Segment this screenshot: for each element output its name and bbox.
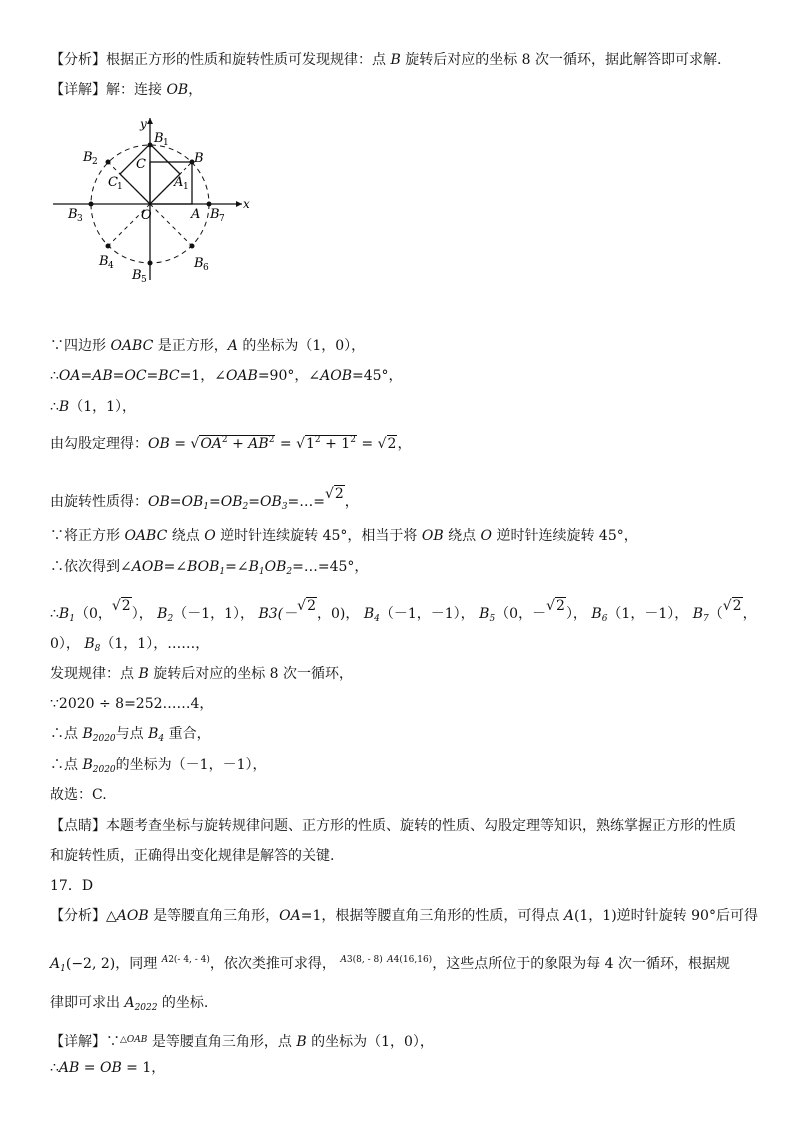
sqrt-expression-1: $√OA^2 + AB^2$ — [190, 435, 275, 452]
text: ∴点 — [50, 726, 83, 742]
text: =…= — [287, 494, 325, 510]
radius-ob6 — [150, 204, 192, 246]
text: 旋转后对应的坐标 8 次一循环， — [148, 666, 354, 682]
text: ，这些点所位于的象限为每 4 次一循环，根据规 — [432, 956, 731, 972]
var: OAB — [126, 1035, 148, 1045]
var: A — [563, 908, 574, 924]
subscript: 3 — [346, 955, 353, 965]
var: OA=AB=OC=BC — [58, 368, 180, 384]
var: B — [148, 726, 159, 742]
var: AOB — [116, 908, 149, 924]
var: AB — [248, 436, 269, 452]
text: =…=45°， — [292, 559, 369, 575]
text: △ — [120, 1035, 127, 1045]
label-b1-sub: 1 — [163, 138, 169, 148]
text: 本题考查坐标与旋转规律问题、正方形的性质、旋转的性质、勾股定理等知识，熟练掌握正方形的性质 — [106, 818, 736, 834]
subscript: 1 — [69, 614, 75, 624]
comment-tag: 【点睛】 — [50, 818, 106, 834]
subscript: 2020 — [92, 765, 116, 775]
text: 解：连接 — [106, 82, 167, 98]
var: B — [692, 606, 703, 622]
var-ob: OB — [166, 82, 189, 98]
var: B — [363, 606, 375, 622]
x-axis-arrow — [236, 201, 242, 207]
var: OB — [421, 528, 444, 544]
point-a3: (8, - 8) — [352, 955, 383, 965]
text: ∵2020 ÷ 8=252……4， — [50, 696, 214, 712]
rotation-figure — [50, 110, 260, 290]
subscript: 6 — [601, 614, 608, 624]
radicand: 2 — [334, 486, 344, 502]
solution-line-11 — [50, 694, 213, 714]
exponent: 2 — [350, 435, 356, 445]
text: ）， — [131, 606, 153, 622]
text: 由勾股定理得： — [50, 436, 148, 452]
text: △ — [106, 908, 117, 924]
subscript: 4 — [374, 614, 380, 624]
text: ∴ — [50, 1060, 59, 1076]
solution-line-coordinates — [50, 596, 757, 629]
exponent: 2 — [221, 435, 228, 445]
var: B — [248, 559, 259, 575]
var: OB — [264, 559, 287, 575]
y-axis-arrow — [147, 118, 153, 124]
var: B — [591, 606, 602, 622]
var: B — [157, 606, 168, 622]
var: O — [204, 528, 216, 544]
subscript: 1 — [60, 964, 66, 974]
text: =1，∠ — [179, 368, 226, 384]
text: 旋转后对应的坐标 8 次一循环，据此解答即可求解. — [400, 52, 722, 68]
solution-line-14 — [50, 785, 107, 805]
text: ∴点 — [50, 757, 83, 773]
comment-line-2 — [50, 846, 334, 866]
solution-line-9 — [50, 634, 209, 659]
point-b5 — [148, 261, 153, 266]
subscript: 2 — [168, 955, 174, 965]
label-b2: B — [83, 150, 93, 165]
var: OA — [279, 908, 301, 924]
var: B — [82, 757, 93, 773]
var: A — [161, 955, 169, 965]
label-b4: B — [99, 254, 109, 269]
solution-line-1 — [50, 336, 365, 356]
text: 是等腰直角三角形， — [148, 908, 280, 924]
var: OABC — [110, 338, 154, 354]
detail-tag: 【详解】 — [50, 82, 106, 98]
text: 0）， — [50, 636, 85, 652]
text: = — [169, 436, 191, 452]
sqrt-2: √2 — [111, 598, 131, 614]
solution-line-13 — [50, 755, 266, 780]
exponent: 2 — [314, 435, 321, 445]
subscript: 2 — [242, 502, 249, 512]
text: （0， — [74, 606, 112, 622]
analysis-tag: 【分析】 — [50, 908, 106, 924]
label-b7-sub: 7 — [219, 214, 225, 224]
subscript: 2 — [167, 614, 174, 624]
text: ∵ — [106, 1034, 120, 1050]
sqrt-2: √2 — [722, 598, 742, 614]
label-b7: B — [210, 207, 220, 222]
var: A — [124, 995, 135, 1011]
point-b2 — [106, 160, 111, 165]
point-a3-wrap — [340, 955, 382, 965]
var: OB — [148, 436, 170, 452]
radicand: 2 — [387, 436, 397, 452]
text: ，同理 — [115, 956, 162, 972]
text: 是等腰直角三角形，点 — [147, 1034, 297, 1050]
exponent: 2 — [268, 435, 275, 445]
var-b: B — [390, 52, 401, 68]
solution-line-2 — [50, 366, 403, 386]
text: 根据正方形的性质和旋转性质可发现规律：点 — [106, 52, 391, 68]
subscript: 7 — [703, 614, 709, 624]
text: 1 — [341, 436, 351, 452]
var: B — [479, 606, 490, 622]
detail-paragraph — [50, 80, 202, 100]
text: ，0)， — [317, 606, 360, 622]
text: 绕点 — [443, 528, 481, 544]
text: （1，1）， — [69, 399, 137, 415]
subscript: 1 — [258, 567, 265, 577]
text: ）， — [565, 606, 587, 622]
text: （－1，－1）， — [379, 606, 475, 622]
analysis2-line-1 — [50, 906, 758, 926]
var: OA — [200, 436, 222, 452]
text: （0，－ — [495, 606, 547, 622]
text: ∵将正方形 — [50, 528, 125, 544]
text: 逆时针连续旋转 45°，相当于将 — [215, 528, 422, 544]
text: 与点 — [115, 726, 149, 742]
subscript: 1 — [219, 567, 226, 577]
detail-tag: 【详解】 — [50, 1034, 106, 1050]
text: =1，根据等腰直角三角形的性质，可得点 — [300, 908, 564, 924]
text: = — [361, 436, 378, 452]
text: 的坐标为（1，0）， — [237, 338, 366, 354]
subscript: 2022 — [134, 1003, 158, 1013]
text: 的坐标为（－1，－1）， — [115, 757, 267, 773]
subscript: 1 — [203, 502, 209, 512]
var: B — [82, 726, 93, 742]
text: 由旋转性质得： — [50, 494, 148, 510]
sqrt-2: √2 — [546, 598, 565, 614]
label-a1: A — [174, 175, 184, 190]
analysis2-line-2 — [50, 950, 730, 979]
point-b6 — [190, 244, 195, 249]
var: B — [138, 666, 149, 682]
point-b7 — [207, 202, 212, 207]
var: A — [387, 955, 394, 965]
var: OABC — [124, 528, 168, 544]
subscript: 4 — [158, 734, 165, 744]
analysis2-line-3 — [50, 993, 208, 1018]
text: =45°， — [352, 368, 403, 384]
subscript: 5 — [489, 614, 496, 624]
text: 的坐标. — [157, 995, 209, 1011]
text: =90°，∠ — [257, 368, 321, 384]
comment-line-1 — [50, 816, 736, 836]
var: AOB — [131, 559, 164, 575]
text: (1，1)逆时针旋转 90°后可得 — [573, 908, 758, 924]
var: B3(－ — [258, 606, 298, 622]
point-a1: (−2, 2) — [65, 956, 116, 972]
solution-line-rotation — [50, 484, 359, 517]
var: B — [296, 1034, 307, 1050]
subscript: 3 — [281, 502, 288, 512]
text: 1 — [306, 436, 315, 452]
label-b2-sub: 2 — [92, 157, 98, 167]
label-b5-sub: 5 — [141, 275, 147, 285]
detail2-line-1 — [50, 1030, 434, 1052]
text: + — [320, 436, 342, 452]
text: 和旋转性质，正确得出变化规律是解答的关键. — [50, 848, 335, 864]
sqrt-2: √2 — [297, 598, 316, 614]
radicand: 2 — [556, 598, 565, 614]
var: =OB — [248, 494, 282, 510]
text: （1，1），……， — [100, 636, 210, 652]
point-b3 — [89, 202, 94, 207]
subscript: 2 — [286, 567, 293, 577]
point-b1 — [148, 143, 153, 148]
label-b6-sub: 6 — [203, 263, 209, 273]
text: （－1，1）， — [173, 606, 255, 622]
label-b5: B — [132, 268, 142, 283]
var: AB — [58, 1060, 80, 1076]
analysis-paragraph — [50, 50, 721, 70]
triangle-oab — [120, 1035, 147, 1045]
analysis-tag: 【分析】 — [50, 52, 106, 68]
text: ∴依次得到∠ — [50, 559, 132, 575]
text: ∵四边形 — [50, 338, 111, 354]
solution-line-12 — [50, 724, 211, 749]
var: B — [58, 606, 70, 622]
label-b4-sub: 4 — [108, 261, 114, 271]
text: （ — [708, 606, 723, 622]
text: ∴ — [50, 606, 59, 622]
label-a: A — [191, 207, 201, 222]
label-o: O — [141, 208, 152, 223]
var: A — [50, 956, 61, 972]
text: ， — [397, 436, 412, 452]
solution-line-6 — [50, 526, 638, 546]
var: B — [58, 399, 70, 415]
point-b4 — [106, 244, 111, 249]
subscript: 4 — [393, 955, 400, 965]
label-c: C — [136, 157, 146, 172]
label-b1: B — [154, 131, 164, 146]
text: ∴ — [50, 399, 59, 415]
text: = 1， — [121, 1060, 166, 1076]
label-c1-sub: 1 — [117, 182, 123, 192]
text: = — [279, 436, 297, 452]
solution-line-7 — [50, 557, 368, 582]
label-y: y — [140, 117, 147, 131]
text: 逆时针连续旋转 45°， — [492, 528, 638, 544]
var: OB — [99, 1060, 122, 1076]
label-b3: B — [68, 207, 78, 222]
text: 重合， — [164, 726, 211, 742]
var: O — [480, 528, 493, 544]
point-a2: (- 4, - 4) — [173, 955, 210, 965]
var: A — [340, 955, 347, 965]
solution-line-10 — [50, 664, 353, 684]
label-b3-sub: 3 — [77, 214, 83, 224]
var: B — [84, 636, 95, 652]
label-b6: B — [194, 256, 204, 271]
text: 发现规律：点 — [50, 666, 139, 682]
sqrt-expression-2: $√1^2 + 1^2$ — [296, 435, 356, 452]
text: 是正方形， — [153, 338, 228, 354]
detail2-line-2 — [50, 1058, 165, 1078]
var: OAB — [225, 368, 258, 384]
text: （1，－1）， — [607, 606, 689, 622]
text: = — [79, 1060, 100, 1076]
text: ， — [344, 494, 359, 510]
var: =OB — [209, 494, 243, 510]
text: 的坐标为（1，0）， — [306, 1034, 434, 1050]
subscript: 2020 — [92, 734, 116, 744]
label-a1-sub: 1 — [183, 182, 189, 192]
radicand: 2 — [732, 598, 742, 614]
text: ∴ — [50, 368, 59, 384]
text: ， — [742, 606, 757, 622]
sqrt-2: √2 — [377, 436, 397, 452]
label-b: B — [194, 151, 204, 166]
text: 绕点 — [167, 528, 205, 544]
text: ，依次类推可求得， — [209, 956, 336, 972]
point-a4: (16,16) — [399, 955, 433, 965]
point-a2-wrap — [162, 955, 210, 965]
text: 17．D — [50, 878, 94, 894]
sqrt-2: √2 — [324, 486, 344, 502]
solution-line-pythagoras — [50, 430, 411, 454]
radicand: 2 — [307, 598, 316, 614]
point-a4-wrap — [387, 955, 432, 965]
text: ， — [188, 82, 203, 98]
var: BOB — [187, 559, 220, 575]
text: 律即可求出 — [50, 995, 125, 1011]
var: A — [227, 338, 238, 354]
text: 故选：C. — [50, 787, 107, 803]
radicand: 2 — [121, 598, 131, 614]
var: OB=OB — [148, 494, 204, 510]
text: =∠ — [225, 559, 249, 575]
label-c1: C — [108, 175, 118, 190]
label-x: x — [243, 197, 250, 211]
var: AOB — [320, 368, 352, 384]
text: =∠ — [163, 559, 188, 575]
text: + — [227, 436, 249, 452]
solution-line-3 — [50, 397, 136, 417]
question-number — [50, 876, 93, 896]
subscript: 8 — [94, 644, 101, 654]
